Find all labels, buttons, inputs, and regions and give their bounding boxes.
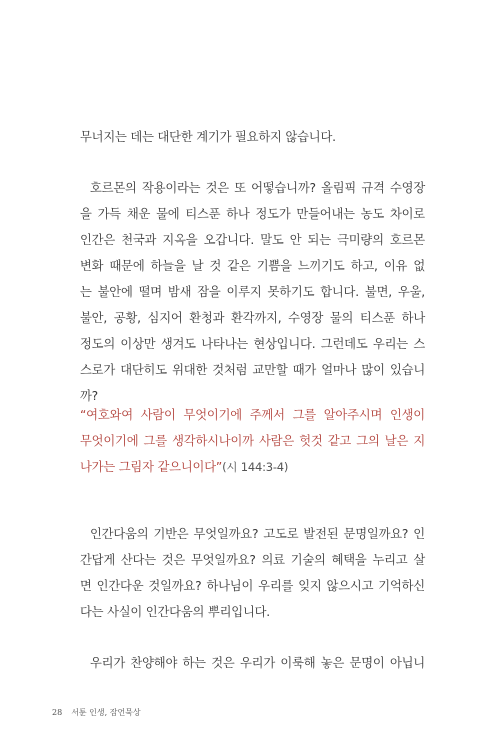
quote-line: “여호와여 사람이 무엇이기에 주께서 그를 알아주시며 인생이: [80, 408, 425, 422]
text-line: 인간다움의 기반은 무엇일까요? 고도로 발전된 문명일까요? 인: [90, 527, 425, 541]
text-line: 는 불안에 떨며 밤새 잠을 이루지 못하기도 합니다. 불면, 우울,: [80, 285, 425, 299]
text-line: 무너지는 데는 대단한 계기가 필요하지 않습니다.: [80, 130, 336, 144]
scripture-reference: (시 144:3-4): [222, 460, 289, 474]
quote-text: 나가는 그림자 같으니이다”: [80, 460, 223, 474]
page-footer: [52, 707, 141, 718]
quote-line: 무엇이기에 그를 생각하시나이까 사람은 헛것 같고 그의 날은 지: [80, 434, 425, 448]
page-number: 28: [52, 708, 63, 717]
text-line: 호르몬의 작용이라는 것은 또 어떻습니까? 올림픽 규격 수영장: [90, 181, 425, 195]
paragraph-continuation: [80, 124, 425, 150]
text-line: 까?: [80, 389, 99, 403]
scripture-quote: [80, 402, 425, 480]
paragraph-hormones: [80, 175, 425, 409]
text-line: 인간은 천국과 지옥을 오갑니다. 말도 안 되는 극미량의 호르몬: [80, 233, 425, 247]
paragraph-humanity: [80, 521, 425, 625]
book-title: 서툰 인생, 잠언묵상: [71, 708, 141, 717]
text-line: 다는 사실이 인간다움의 뿌리입니다.: [80, 605, 271, 619]
text-line: 불안, 공황, 심지어 환청과 환각까지, 수영장 물의 티스푼 하나: [80, 311, 425, 325]
text-line: 변화 때문에 하늘을 날 것 같은 기쁨을 느끼기도 하고, 이유 없: [80, 259, 425, 273]
text-line: 우리가 찬양해야 하는 것은 우리가 이룩해 놓은 문명이 아닙니: [90, 656, 425, 670]
text-line: 스로가 대단히도 위대한 것처럼 교만할 때가 얼마나 많이 있습니: [80, 363, 425, 377]
paragraph-praise: [80, 650, 425, 676]
text-line: 간답게 산다는 것은 무엇일까요? 의료 기술의 혜택을 누리고 살: [80, 553, 425, 567]
text-line: 정도의 이상만 생겨도 나타나는 현상입니다. 그런데도 우리는 스: [80, 337, 425, 351]
text-line: 면 인간다운 것일까요? 하나님이 우리를 잊지 않으시고 기억하신: [80, 579, 425, 593]
text-line: 을 가득 채운 물에 티스푼 하나 정도가 만들어내는 농도 차이로: [80, 207, 425, 221]
quote-line: [80, 454, 425, 480]
